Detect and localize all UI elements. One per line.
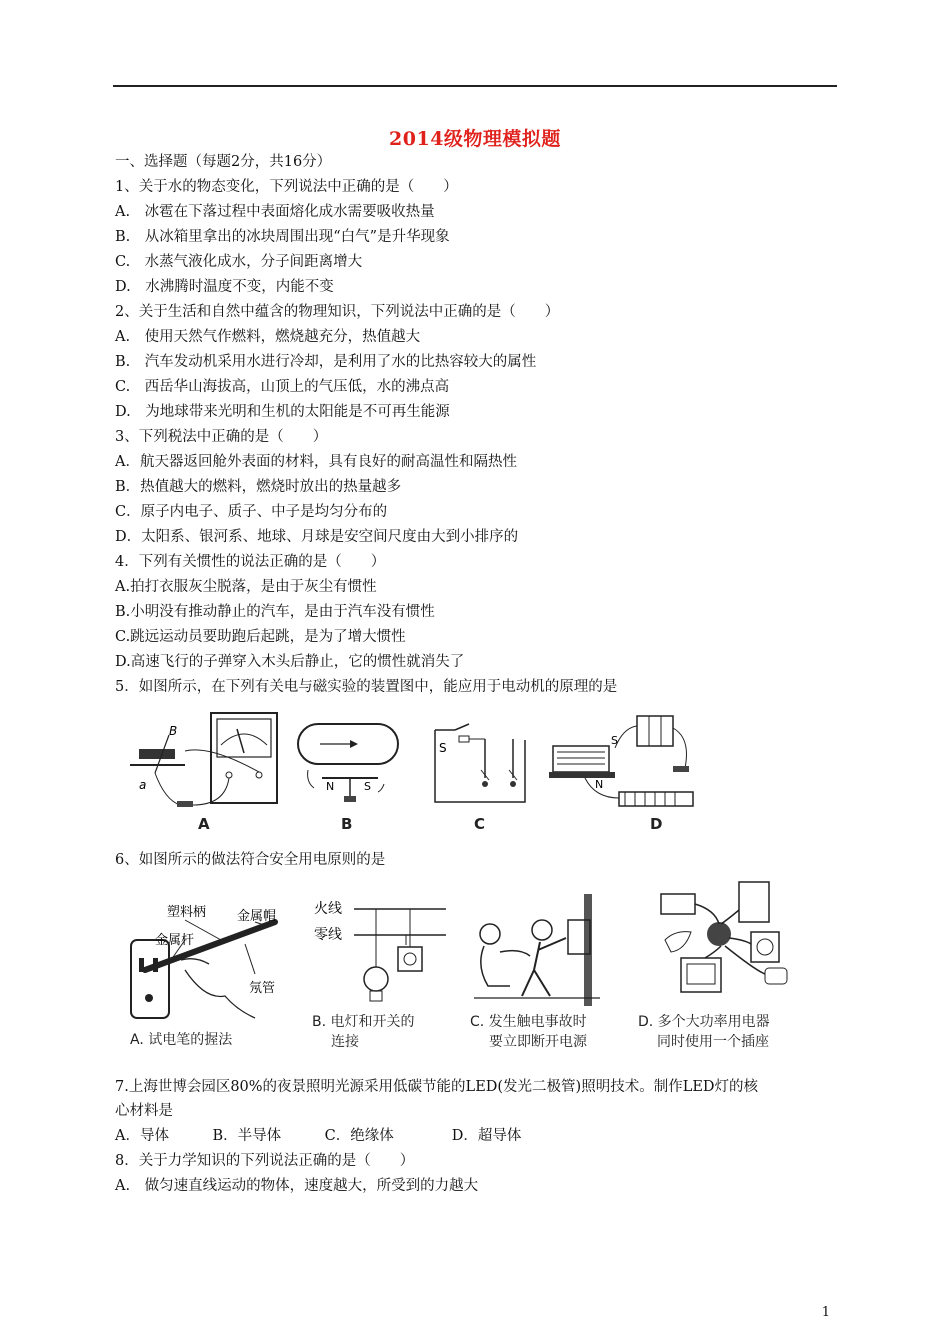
q1-option-b: B. 从冰箱里拿出的冰块周围出现“白气”是升华现象 xyxy=(115,229,450,245)
q6-caption-d-line2: 同时使用一个插座 xyxy=(657,1034,769,1050)
q5-figure-b-label: B xyxy=(341,815,353,833)
page-title: 2014级物理模拟题 xyxy=(389,128,561,150)
q6-caption-c-line1: C. 发生触电事故时 xyxy=(470,1014,587,1030)
page-number: 1 xyxy=(821,1305,830,1320)
q1-stem: 1、关于水的物态变化，下列说法中正确的是（ ） xyxy=(115,179,458,195)
q6-figure-b-circuit xyxy=(310,895,450,1015)
q5-figure-d-apparatus xyxy=(545,708,700,818)
q5-fig-b-pole-s: S xyxy=(364,780,371,793)
q4-stem: 4．下列有关惯性的说法正确的是（ ） xyxy=(115,554,386,570)
q7-stem-line2: 心材料是 xyxy=(115,1103,173,1119)
q5-stem: 5．如图所示，在下列有关电与磁实验的装置图中，能应用于电动机的原理的是 xyxy=(115,679,618,695)
q5-figure-c-label: C xyxy=(474,815,486,833)
q2-option-c: C. 西岳华山海拔高，山顶上的气压低，水的沸点高 xyxy=(115,379,450,395)
q4-option-a: A.拍打衣服灰尘脱落，是由于灰尘有惯性 xyxy=(115,579,377,595)
q6-fig-b-live-wire: 火线 xyxy=(314,901,342,917)
q6-fig-a-label-metal-rod: 金属杆 xyxy=(155,933,195,948)
q3-option-d: D．太阳系、银河系、地球、月球是安空间尺度由大到小排序的 xyxy=(115,529,519,545)
q4-option-c: C.跳远运动员要助跑后起跳，是为了增大惯性 xyxy=(115,629,406,645)
q2-stem: 2、关于生活和自然中蕴含的物理知识，下列说法中正确的是（ ） xyxy=(115,304,560,320)
q6-figure-a-tester-pen xyxy=(125,900,300,1035)
q5-figure-d-label: D xyxy=(650,815,663,833)
q1-option-c: C. 水蒸气液化成水，分子间距离增大 xyxy=(115,254,363,270)
q6-caption-b-line2: 连接 xyxy=(331,1034,359,1050)
q6-figure-c-electric-shock-scene xyxy=(470,890,610,1008)
q3-option-c: C．原子内电子、质子、中子是均匀分布的 xyxy=(115,504,388,520)
q8-stem: 8．关于力学知识的下列说法正确的是（ ） xyxy=(115,1153,415,1169)
q2-option-b: B. 汽车发动机采用水进行冷却，是利用了水的比热容较大的属性 xyxy=(115,354,537,370)
q7-options: A．导体 B．半导体 C．绝缘体 D．超导体 xyxy=(115,1128,522,1144)
q6-caption-a: A. 试电笔的握法 xyxy=(130,1032,233,1048)
q2-option-a: A. 使用天然气作燃料，燃烧越充分，热值越大 xyxy=(115,329,421,345)
q6-fig-a-label-metal-cap: 金属帽 xyxy=(237,909,277,924)
q5-fig-a-letter-a: a xyxy=(139,778,147,792)
q6-stem: 6、如图所示的做法符合安全用电原则的是 xyxy=(115,852,386,868)
q5-fig-c-switch: S xyxy=(439,741,447,755)
q3-option-a: A．航天器返回舱外表面的材料，具有良好的耐高温性和隔热性 xyxy=(115,454,517,470)
q6-caption-b-line1: B. 电灯和开关的 xyxy=(312,1014,415,1030)
q4-option-d: D.高速飞行的子弹穿入木头后静止，它的惯性就消失了 xyxy=(115,654,465,670)
header-rule xyxy=(113,85,837,87)
q1-option-d: D. 水沸腾时温度不变，内能不变 xyxy=(115,279,334,295)
q3-option-b: B．热值越大的燃料，燃烧时放出的热量越多 xyxy=(115,479,402,495)
q4-option-b: B.小明没有推动静止的汽车，是由于汽车没有惯性 xyxy=(115,604,435,620)
q8-option-a: A. 做匀速直线运动的物体，速度越大，所受到的力越大 xyxy=(115,1178,479,1194)
q6-fig-a-label-plastic-handle: 塑料柄 xyxy=(167,905,207,920)
section-heading: 一、选择题（每题2分，共16分） xyxy=(115,154,332,170)
q6-fig-a-label-neon-tube: 氖管 xyxy=(249,981,276,996)
q5-figure-a-label: A xyxy=(198,815,210,833)
q5-figure-c-apparatus xyxy=(425,720,535,812)
q5-fig-a-letter-b: B xyxy=(169,724,178,738)
q6-fig-b-neutral-wire: 零线 xyxy=(314,927,342,943)
q5-figure-b-apparatus xyxy=(290,710,405,810)
q5-fig-b-pole-n: N xyxy=(326,780,335,793)
q6-caption-c-line2: 要立即断开电源 xyxy=(489,1034,587,1050)
q5-fig-d-pole-s: S xyxy=(611,734,618,747)
q6-figure-d-overloaded-socket xyxy=(655,880,805,1008)
q2-option-d: D. 为地球带来光明和生机的太阳能是不可再生能源 xyxy=(115,404,450,420)
q5-fig-d-pole-n: N xyxy=(595,778,604,791)
q7-stem-line1: 7.上海世博会园区80%的夜景照明光源采用低碳节能的LED(发光二极管)照明技术。制作LED灯的核 xyxy=(115,1079,759,1095)
q5-figure-a-apparatus xyxy=(125,705,285,815)
q3-stem: 3、下列税法中正确的是（ ） xyxy=(115,429,328,445)
q6-caption-d-line1: D. 多个大功率用电器 xyxy=(638,1014,770,1030)
q1-option-a: A. 冰雹在下落过程中表面熔化成水需要吸收热量 xyxy=(115,204,435,220)
